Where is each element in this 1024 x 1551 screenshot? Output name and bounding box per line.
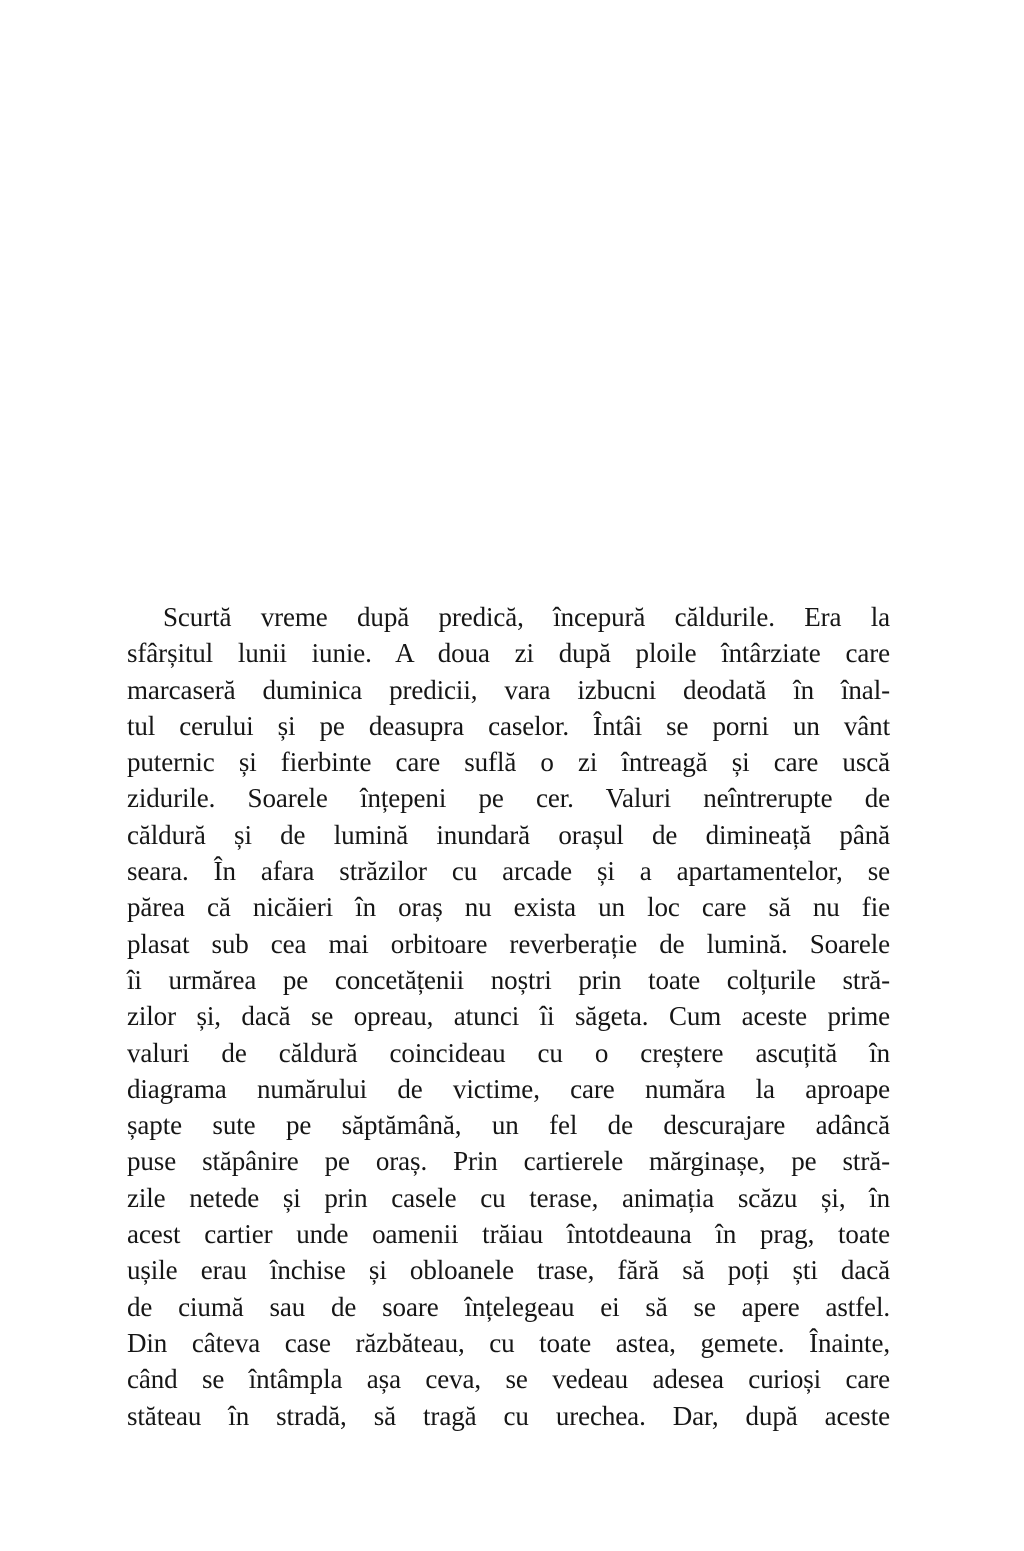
text-line: Din câteva case răzbăteau, cu toate astea, gemete. Înainte, bbox=[127, 1327, 890, 1358]
text-line: plasat sub cea mai orbitoare reverberație de lumină. Soarele bbox=[127, 928, 890, 959]
text-line: de ciumă sau de soare înțelegeau ei să se apere astfel. bbox=[127, 1291, 890, 1322]
text-line: șapte sute pe săptămână, un fel de descurajare adâncă bbox=[127, 1110, 890, 1141]
text-line: părea că nicăieri în oraș nu exista un loc care să nu fie bbox=[127, 892, 890, 923]
text-line: ușile erau închise și obloanele trase, fără să poți ști dacă bbox=[127, 1255, 890, 1286]
text-line: seara. În afara străzilor cu arcade și a apartamentelor, se bbox=[127, 856, 890, 887]
text-line: tul cerului și pe deasupra caselor. Întâi se porni un vânt bbox=[127, 710, 890, 741]
text-line: căldură și de lumină inundară orașul de dimineață până bbox=[127, 819, 890, 850]
text-line: zidurile. Soarele înțepeni pe cer. Valuri neîntrerupte de bbox=[127, 783, 890, 814]
text-line: zile netede și prin casele cu terase, animația scăzu și, în bbox=[127, 1182, 890, 1213]
text-line: sfârșitul lunii iunie. A doua zi după ploile întârziate care bbox=[127, 638, 890, 669]
text-line: puse stăpânire pe oraș. Prin cartierele mărginașe, pe stră- bbox=[127, 1146, 890, 1177]
text-line: marcaseră duminica predicii, vara izbucni deodată în înal- bbox=[127, 674, 890, 705]
paragraph-block bbox=[127, 599, 890, 1434]
text-line: când se întâmpla așa ceva, se vedeau adesea curioși care bbox=[127, 1364, 890, 1395]
text-line: zilor și, dacă se opreau, atunci îi săgeta. Cum aceste prime bbox=[127, 1001, 890, 1032]
text-line: acest cartier unde oamenii trăiau întotdeauna în prag, toate bbox=[127, 1219, 890, 1250]
text-line: diagrama numărului de victime, care număra la aproape bbox=[127, 1073, 890, 1104]
text-line: puternic și fierbinte care suflă o zi întreagă și care uscă bbox=[127, 747, 890, 778]
text-line: Scurtă vreme după predică, începură căldurile. Era la bbox=[163, 602, 890, 632]
text-line: îi urmărea pe concetățenii noștri prin toate colțurile stră- bbox=[127, 964, 890, 995]
text-line: valuri de căldură coincideau cu o creștere ascuțită în bbox=[127, 1037, 890, 1068]
text-line: stăteau în stradă, să tragă cu urechea. Dar, după aceste bbox=[127, 1400, 890, 1431]
